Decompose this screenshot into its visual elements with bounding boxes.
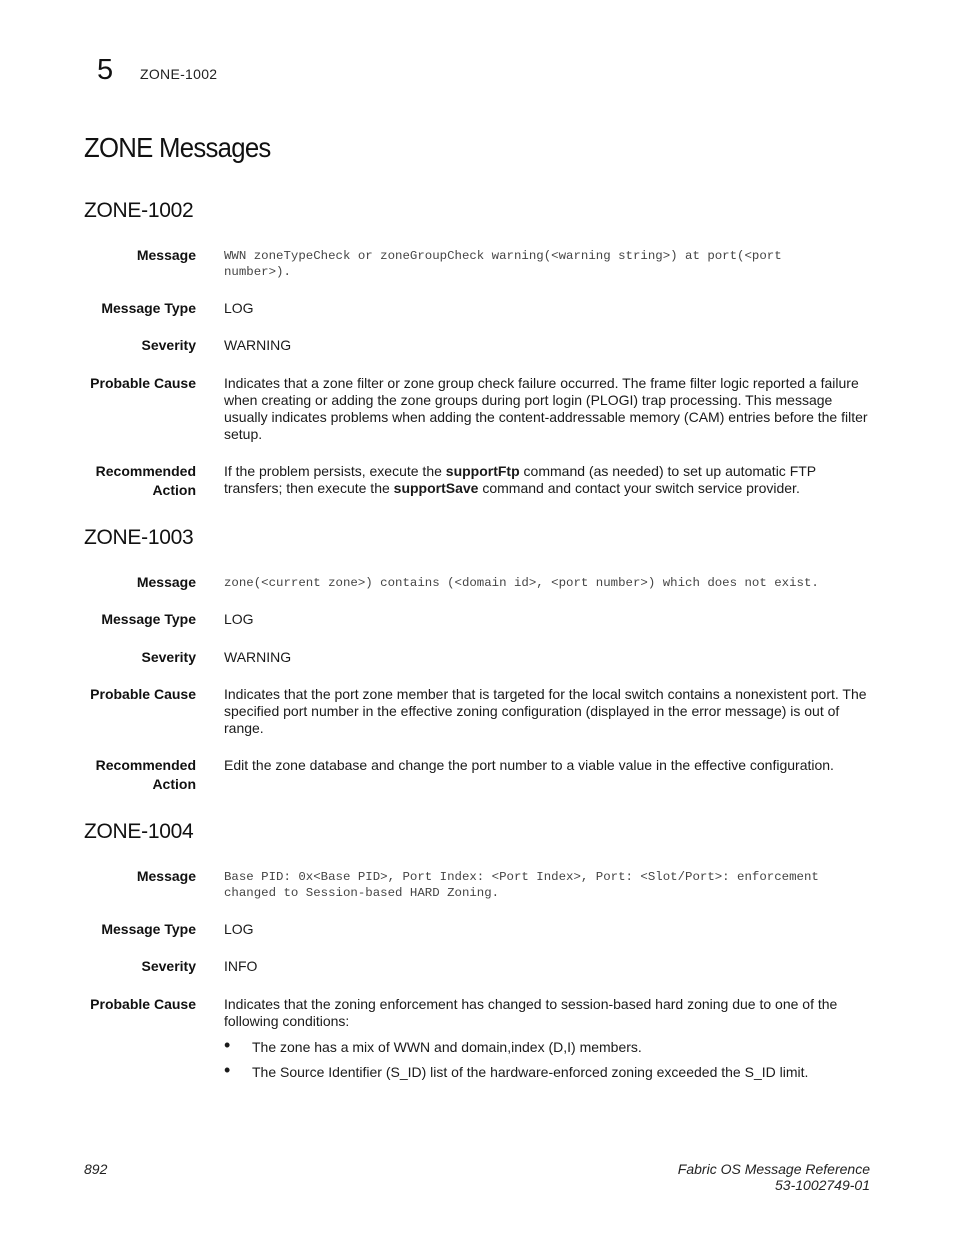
document-number: 53-1002749-01 bbox=[775, 1177, 870, 1193]
bullet-icon: • bbox=[224, 1060, 231, 1080]
message-type-label: Message Type bbox=[101, 611, 196, 627]
section-heading-zone-1004: ZONE-1004 bbox=[84, 820, 194, 843]
message-type-label: Message Type bbox=[101, 300, 196, 316]
severity-value: WARNING bbox=[224, 649, 292, 665]
page-number: 892 bbox=[84, 1161, 108, 1177]
section-heading-zone-1003: ZONE-1003 bbox=[84, 526, 194, 549]
severity-label: Severity bbox=[141, 649, 196, 665]
message-label: Message bbox=[136, 247, 196, 263]
probable-cause-text: Indicates that the zoning enforcement has changed to session-based hard zoning due to one of the following conditions: bbox=[224, 996, 838, 1029]
severity-value: WARNING bbox=[224, 337, 292, 353]
chapter-number: 5 bbox=[97, 54, 114, 86]
message-type-value: LOG bbox=[224, 611, 254, 627]
message-text: WWN zoneTypeCheck or zoneGroupCheck warning(<warning string>) at port(<port number>). bbox=[224, 249, 782, 279]
probable-cause-text: Indicates that the port zone member that is targeted for the local switch contains a nonexistent port. The specified port number in the effective zoning configuration (displayed in the error message) is out of range. bbox=[224, 686, 867, 736]
command-supportsave: supportSave bbox=[393, 480, 479, 496]
message-type-value: LOG bbox=[224, 300, 254, 316]
recommended-action-text: If the problem persists, execute the supportFtp command (as needed) to set up automatic FTP transfers; then execute the supportSave command and contact your switch service provider. bbox=[224, 463, 816, 496]
probable-cause-label: Probable Cause bbox=[90, 375, 196, 391]
recommended-action-label: Recommended Action bbox=[95, 757, 196, 792]
message-type-value: LOG bbox=[224, 921, 254, 937]
message-label: Message bbox=[136, 574, 196, 590]
message-label: Message bbox=[136, 868, 196, 884]
bullet-icon: • bbox=[224, 1035, 231, 1055]
section-heading-zone-1002: ZONE-1002 bbox=[84, 199, 194, 222]
running-title: ZONE-1002 bbox=[140, 66, 218, 82]
message-text: zone(<current zone>) contains (<domain id>, <port number>) which does not exist. bbox=[224, 576, 819, 590]
severity-label: Severity bbox=[141, 337, 196, 353]
page-title: ZONE Messages bbox=[84, 132, 271, 163]
probable-cause-label: Probable Cause bbox=[90, 686, 196, 702]
severity-label: Severity bbox=[141, 958, 196, 974]
document-title: Fabric OS Message Reference bbox=[677, 1161, 870, 1177]
command-supportftp: supportFtp bbox=[445, 463, 520, 479]
severity-value: INFO bbox=[224, 958, 258, 974]
message-text: Base PID: 0x<Base PID>, Port Index: <Port Index>, Port: <Slot/Port>: enforcement changed to Session-based HARD Zoning. bbox=[224, 870, 819, 900]
probable-cause-label: Probable Cause bbox=[90, 996, 196, 1012]
recommended-action-text: Edit the zone database and change the port number to a viable value in the effective configuration. bbox=[224, 757, 834, 773]
message-type-label: Message Type bbox=[101, 921, 196, 937]
probable-cause-text: Indicates that a zone filter or zone group check failure occurred. The frame filter logic reported a failure when creating or adding the zone groups during port login (PLOGI) trap processing. This message usually indicates problems when adding the content-addressable memory (CAM) entries before the filter setup. bbox=[224, 375, 868, 442]
recommended-action-label: Recommended Action bbox=[95, 463, 196, 498]
